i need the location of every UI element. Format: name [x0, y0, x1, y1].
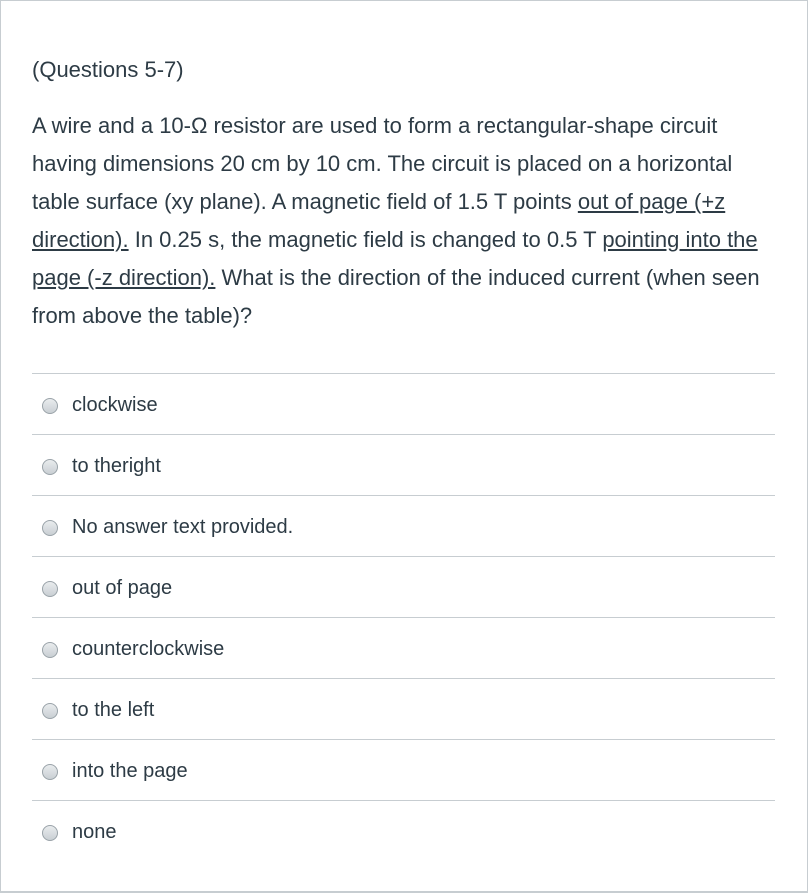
question-group-heading: (Questions 5-7)	[32, 57, 184, 82]
answer-label[interactable]: No answer text provided.	[72, 516, 294, 538]
radio-button[interactable]	[42, 581, 58, 597]
answer-label[interactable]: into the page	[72, 760, 188, 782]
radio-button[interactable]	[42, 642, 58, 658]
answer-label[interactable]: clockwise	[72, 394, 158, 416]
answer-option[interactable]	[32, 678, 775, 739]
answer-label[interactable]: to theright	[72, 455, 161, 477]
answer-option[interactable]	[32, 739, 775, 800]
question-text-underlined-1: out of page (+z direction).	[32, 189, 726, 252]
radio-button[interactable]	[42, 825, 58, 841]
radio-button[interactable]	[42, 520, 58, 536]
answer-label[interactable]: out of page	[72, 577, 173, 599]
question-text-part-3: What is the direction of the induced current (when seen from above the table)?	[32, 265, 760, 328]
radio-button[interactable]	[42, 459, 58, 475]
question-text-underlined-2: pointing into the page (-z direction).	[32, 227, 758, 290]
answer-option[interactable]	[32, 495, 775, 556]
question-text	[32, 107, 777, 335]
answer-option[interactable]	[32, 373, 775, 434]
radio-button[interactable]	[42, 764, 58, 780]
question-text-part-2: In 0.25 s, the magnetic field is changed to 0.5 T	[128, 227, 603, 252]
radio-button[interactable]	[42, 398, 58, 414]
answer-list	[32, 373, 775, 861]
answer-label[interactable]: to the left	[72, 699, 155, 721]
answer-option[interactable]	[32, 800, 775, 861]
answer-label[interactable]: counterclockwise	[72, 638, 225, 660]
answer-option[interactable]	[32, 556, 775, 617]
answer-label[interactable]: none	[72, 821, 117, 843]
question-text-part-1: A wire and a 10-Ω resistor are used to form a rectangular-shape circuit having dimensions 20 cm by 10 cm. The circuit is placed on a horizontal table surface (xy plane). A magnetic field of 1.5 T points	[32, 113, 733, 214]
answer-option[interactable]	[32, 617, 775, 678]
radio-button[interactable]	[42, 703, 58, 719]
answer-option[interactable]	[32, 434, 775, 495]
